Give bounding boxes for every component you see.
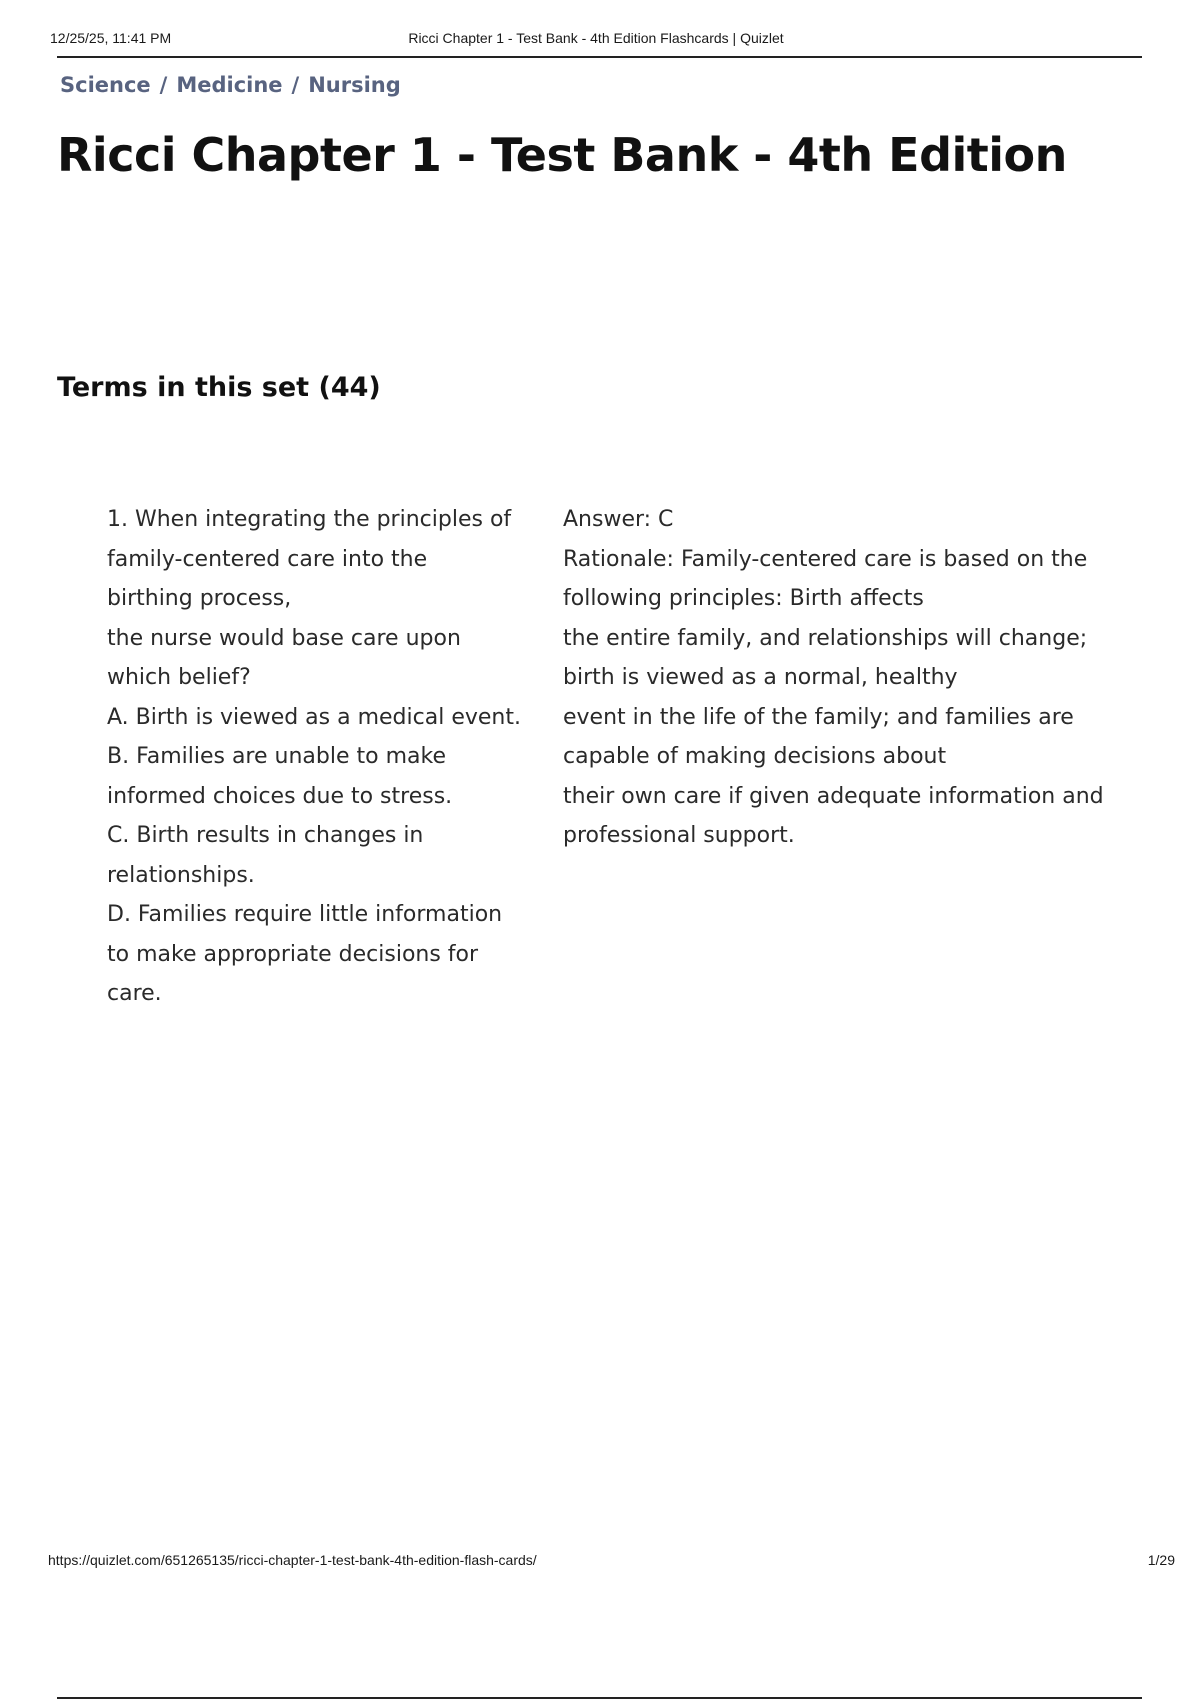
terms-count-heading: Terms in this set (44)	[57, 372, 381, 403]
term-option-b: B. Families are unable to make	[107, 744, 446, 769]
term-line: to make appropriate decisions for	[107, 941, 479, 967]
breadcrumb-science[interactable]: Science	[60, 73, 151, 97]
print-datetime: 12/25/25, 11:41 PM	[50, 30, 172, 46]
term-line: family-centered care into the	[107, 546, 428, 572]
breadcrumb	[60, 73, 401, 97]
flashcard-definition	[563, 500, 1103, 856]
rationale-line: the entire family, and relationships will change;	[563, 625, 1088, 651]
term-line: 1. When integrating the principles of	[107, 507, 512, 532]
print-document-title: Ricci Chapter 1 - Test Bank - 4th Edition Flashcards | Quizlet	[408, 30, 784, 46]
term-option-a: A. Birth is viewed as a medical event.	[107, 704, 521, 730]
term-option-c: C. Birth results in changes in	[107, 823, 424, 848]
term-option-d: D. Families require little information	[107, 902, 503, 927]
answer-line: Answer: C	[563, 507, 674, 532]
rationale-line: their own care if given adequate information and	[563, 783, 1104, 809]
breadcrumb-medicine[interactable]: Medicine	[176, 73, 283, 97]
print-footer	[48, 1552, 1175, 1570]
footer-divider	[57, 1697, 1142, 1699]
rationale-line: capable of making decisions about	[563, 744, 947, 769]
flashcard-term	[107, 500, 521, 1014]
page-number: 1/29	[1147, 1552, 1175, 1568]
rationale-line: following principles: Birth affects	[563, 586, 924, 611]
term-line: which belief?	[107, 665, 251, 690]
term-line: informed choices due to stress.	[107, 783, 453, 809]
term-line: care.	[107, 981, 162, 1006]
term-line: relationships.	[107, 862, 255, 888]
rationale-line: birth is viewed as a normal, healthy	[563, 665, 958, 690]
rationale-line: event in the life of the family; and families are	[563, 704, 1074, 730]
print-header	[50, 30, 1142, 48]
breadcrumb-separator: /	[159, 73, 168, 97]
term-line: birthing process,	[107, 586, 292, 611]
term-line: the nurse would base care upon	[107, 625, 461, 651]
rationale-line: professional support.	[563, 823, 795, 848]
breadcrumb-separator: /	[291, 73, 300, 97]
page-url: https://quizlet.com/651265135/ricci-chapter-1-test-bank-4th-edition-flash-cards/	[48, 1552, 537, 1568]
rationale-line: Rationale: Family-centered care is based on the	[563, 546, 1088, 572]
breadcrumb-nursing[interactable]: Nursing	[308, 73, 401, 97]
header-divider	[57, 56, 1142, 58]
page-title: Ricci Chapter 1 - Test Bank - 4th Edition	[57, 128, 1067, 182]
